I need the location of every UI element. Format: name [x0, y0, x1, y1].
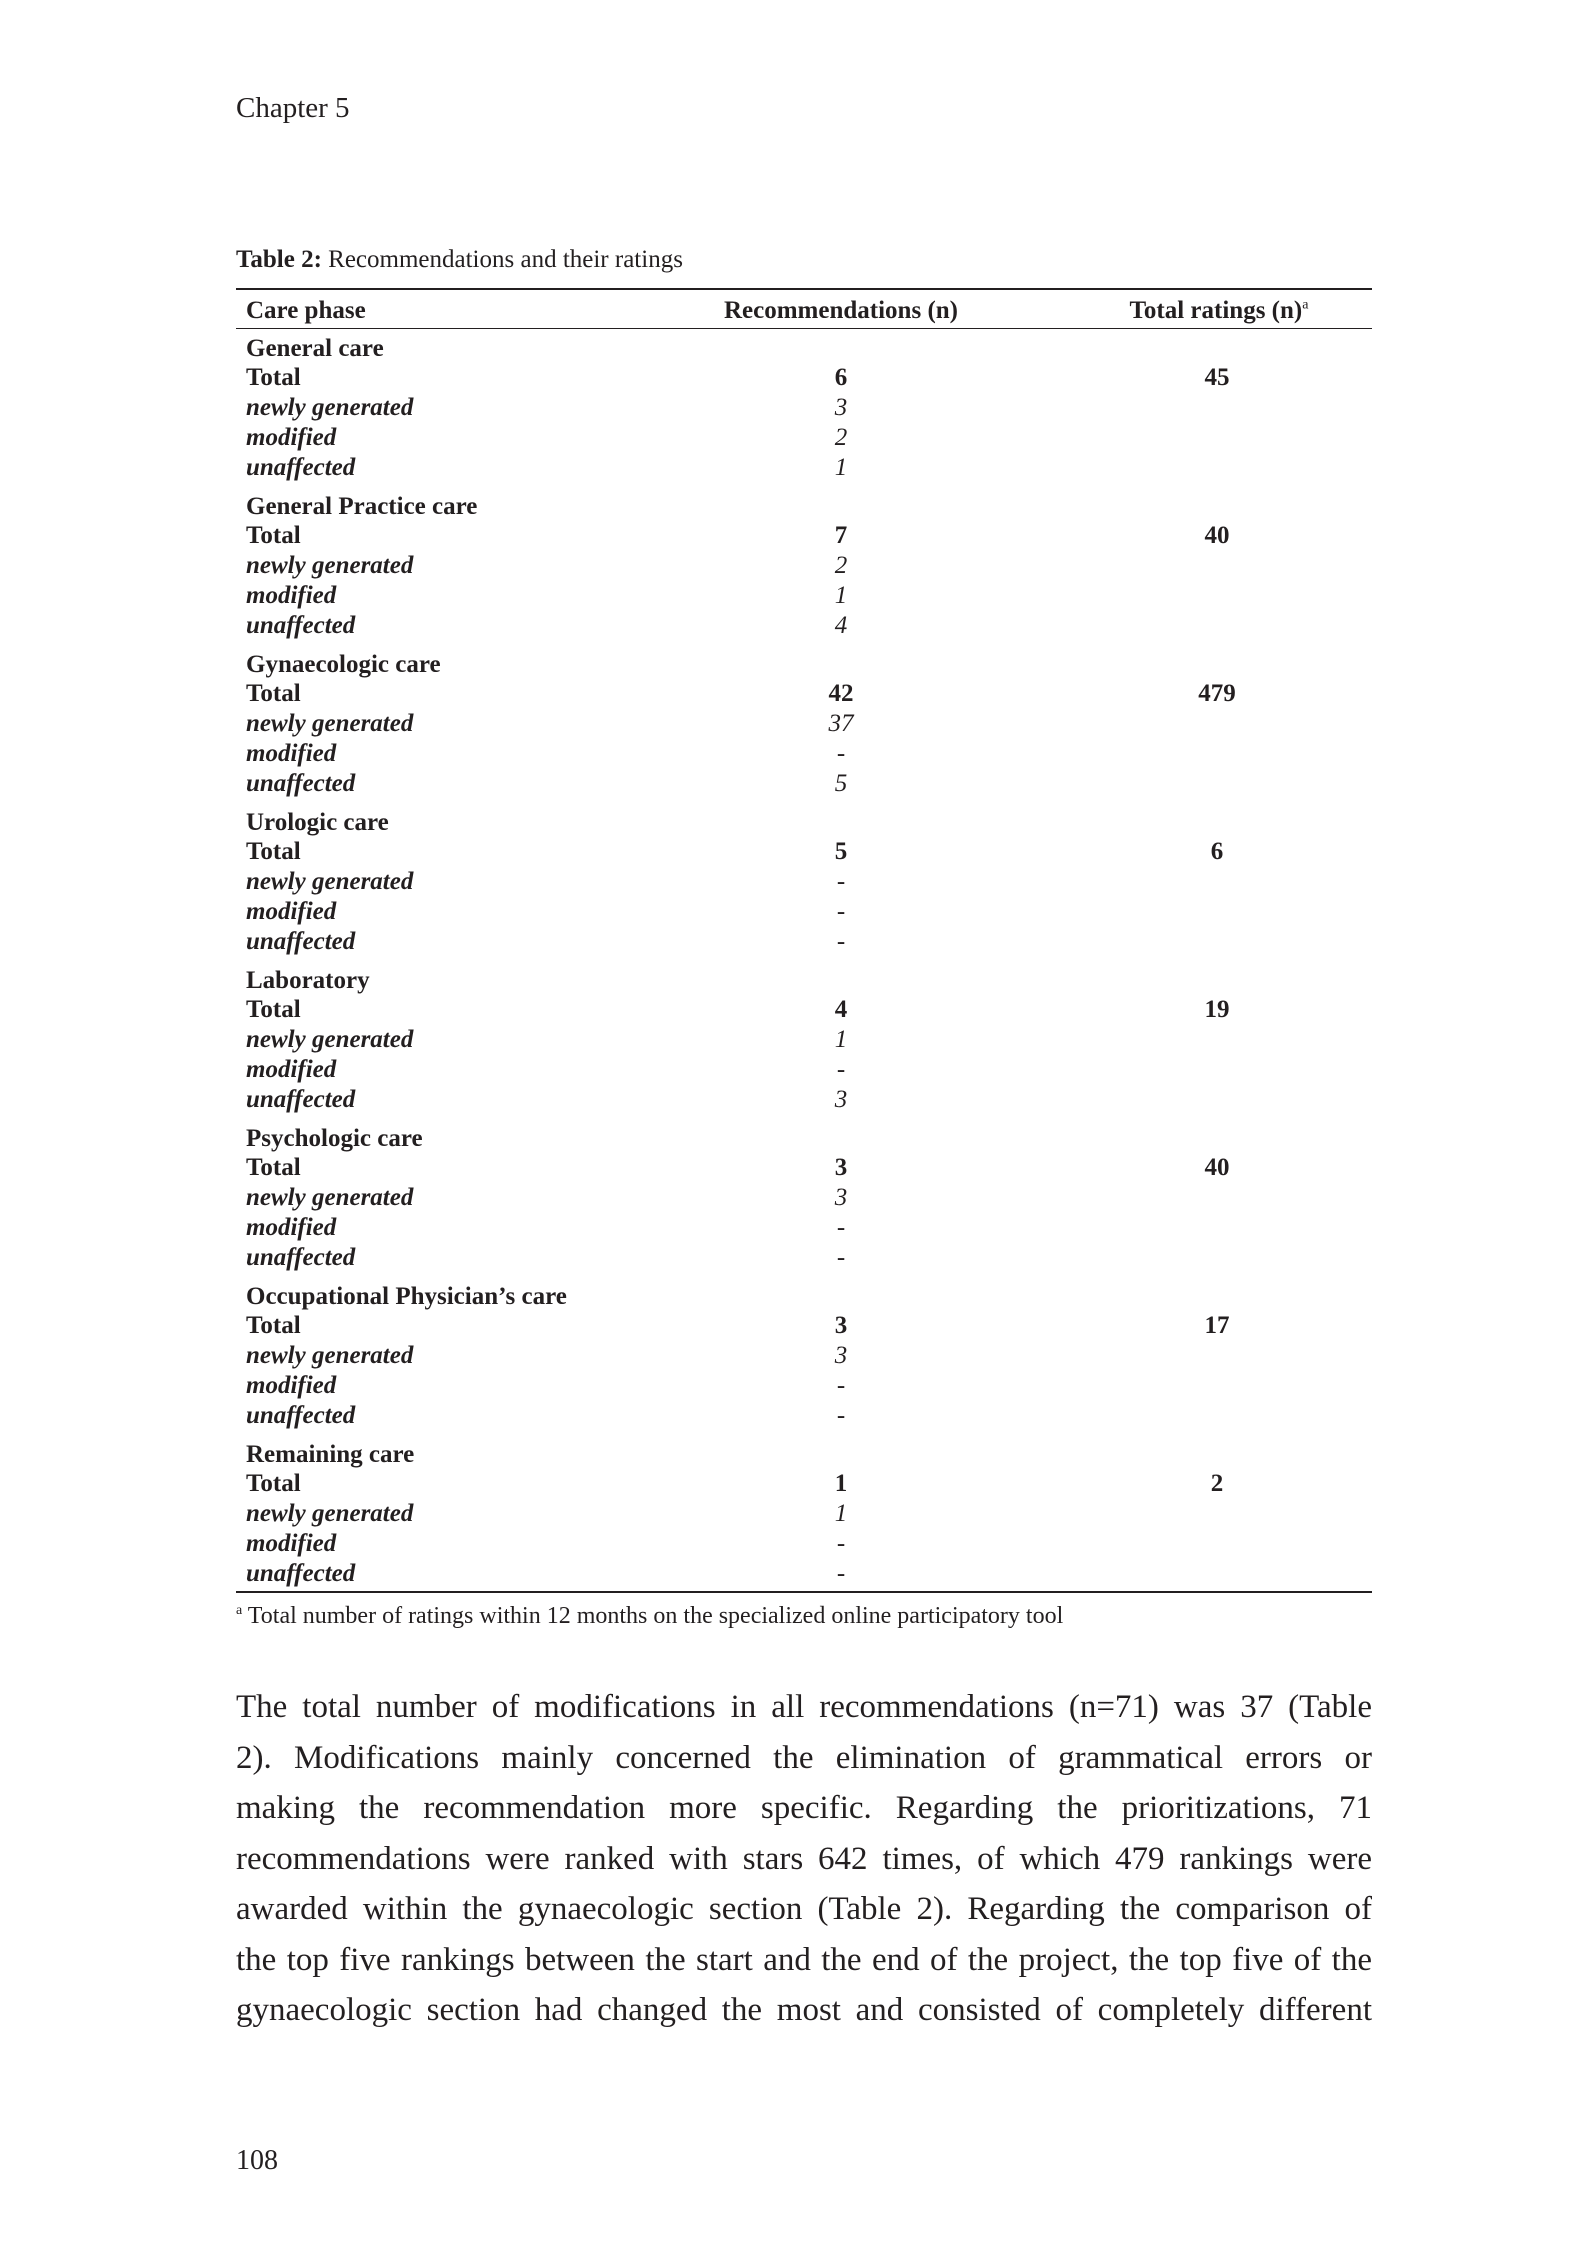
- newly-generated-count: 3: [834, 394, 848, 421]
- modified-label: modified: [246, 740, 337, 767]
- unaffected-row: [236, 927, 1372, 957]
- total-ratings: 2: [1210, 1470, 1224, 1497]
- unaffected-label: unaffected: [246, 1402, 356, 1429]
- column-header-recommendations: Recommendations (n): [723, 297, 958, 324]
- newly-generated-row: [236, 709, 1372, 739]
- total-recommendations: 6: [834, 364, 848, 391]
- care-phase-row: [236, 649, 1372, 679]
- newly-generated-label: newly generated: [246, 868, 414, 895]
- unaffected-row: [236, 611, 1372, 641]
- table-header-row: [236, 290, 1372, 328]
- total-ratings: 19: [1204, 996, 1230, 1023]
- modified-label: modified: [246, 1530, 337, 1557]
- modified-count: -: [836, 740, 846, 767]
- paragraph-line: the top five rankings between the start and the end of the project, the top five of the: [236, 1941, 1372, 1978]
- paragraph-line: awarded within the gynaecologic section (Table 2). Regarding the comparison of: [236, 1891, 1372, 1927]
- unaffected-count: -: [836, 1560, 846, 1587]
- total-recommendations: 4: [834, 996, 848, 1023]
- unaffected-label: unaffected: [246, 1086, 356, 1113]
- newly-generated-count: 2: [834, 552, 848, 579]
- total-label: Total: [246, 996, 301, 1023]
- total-row: [236, 1469, 1372, 1499]
- total-ratings: 479: [1198, 680, 1236, 707]
- care-phase-row: [236, 491, 1372, 521]
- modified-row: [236, 1529, 1372, 1559]
- table-body: [236, 333, 1372, 1589]
- total-recommendations: 3: [834, 1154, 848, 1181]
- newly-generated-label: newly generated: [246, 1026, 414, 1053]
- modified-count: -: [836, 1056, 846, 1083]
- column-header-total-ratings: [1074, 290, 1364, 332]
- care-phase-label: Occupational Physician’s care: [246, 1283, 567, 1310]
- modified-row: [236, 897, 1372, 927]
- unaffected-count: -: [836, 1244, 846, 1271]
- recommendations-table: [236, 288, 1372, 1593]
- total-ratings: 45: [1204, 364, 1230, 391]
- column-header-total-ratings-label: Total ratings (n): [1129, 297, 1303, 324]
- unaffected-count: -: [836, 928, 846, 955]
- care-phase-label: Psychologic care: [246, 1125, 423, 1152]
- body-paragraph: [236, 1682, 1372, 2036]
- table-caption: [236, 246, 683, 274]
- newly-generated-row: [236, 1183, 1372, 1213]
- total-row: [236, 837, 1372, 867]
- unaffected-row: [236, 1243, 1372, 1273]
- paragraph-line: 2). Modifications mainly concerned the elimination of grammatical errors or: [236, 1739, 1372, 1776]
- table-caption-label: Table 2:: [236, 246, 322, 273]
- unaffected-row: [236, 769, 1372, 799]
- newly-generated-row: [236, 551, 1372, 581]
- newly-generated-row: [236, 1341, 1372, 1371]
- total-recommendations: 5: [834, 838, 848, 865]
- unaffected-count: -: [836, 1402, 846, 1429]
- modified-row: [236, 739, 1372, 769]
- modified-label: modified: [246, 424, 337, 451]
- newly-generated-row: [236, 1025, 1372, 1055]
- footnote-text: Total number of ratings within 12 months on the specialized online participatory tool: [242, 1603, 1064, 1629]
- total-recommendations: 1: [834, 1470, 848, 1497]
- newly-generated-count: 3: [834, 1342, 848, 1369]
- total-ratings: 6: [1210, 838, 1224, 865]
- modified-count: 2: [834, 424, 848, 451]
- unaffected-label: unaffected: [246, 928, 356, 955]
- table-footnote: [236, 1603, 1063, 1630]
- total-row: [236, 679, 1372, 709]
- newly-generated-label: newly generated: [246, 1342, 414, 1369]
- total-row: [236, 1153, 1372, 1183]
- unaffected-row: [236, 453, 1372, 483]
- total-label: Total: [246, 680, 301, 707]
- total-recommendations: 7: [834, 522, 848, 549]
- care-phase-label: General Practice care: [246, 493, 478, 520]
- total-ratings: 40: [1204, 522, 1230, 549]
- modified-count: -: [836, 1214, 846, 1241]
- running-header: Chapter 5: [236, 92, 350, 124]
- modified-label: modified: [246, 1214, 337, 1241]
- modified-row: [236, 581, 1372, 611]
- newly-generated-count: 37: [828, 710, 854, 737]
- newly-generated-label: newly generated: [246, 1500, 414, 1527]
- care-phase-label: Laboratory: [246, 967, 370, 994]
- modified-label: modified: [246, 582, 337, 609]
- total-ratings: 40: [1204, 1154, 1230, 1181]
- care-phase-label: Gynaecologic care: [246, 651, 441, 678]
- newly-generated-row: [236, 1499, 1372, 1529]
- modified-label: modified: [246, 1372, 337, 1399]
- modified-count: -: [836, 898, 846, 925]
- unaffected-count: 5: [834, 770, 848, 797]
- total-label: Total: [246, 1312, 301, 1339]
- total-ratings: 17: [1204, 1312, 1230, 1339]
- total-label: Total: [246, 364, 301, 391]
- newly-generated-count: 1: [834, 1500, 848, 1527]
- modified-row: [236, 1213, 1372, 1243]
- footnote-mark: a: [236, 1603, 243, 1618]
- care-phase-row: [236, 1123, 1372, 1153]
- newly-generated-count: 3: [834, 1184, 848, 1211]
- newly-generated-row: [236, 393, 1372, 423]
- total-label: Total: [246, 838, 301, 865]
- unaffected-label: unaffected: [246, 1244, 356, 1271]
- column-header-care-phase: Care phase: [246, 297, 366, 324]
- table-bottom-rule: [236, 1591, 1372, 1593]
- unaffected-row: [236, 1559, 1372, 1589]
- modified-row: [236, 1055, 1372, 1085]
- paragraph-line: The total number of modifications in all recommendations (n=71) was 37 (Table: [236, 1689, 1372, 1725]
- unaffected-count: 1: [834, 454, 848, 481]
- total-label: Total: [246, 1154, 301, 1181]
- unaffected-label: unaffected: [246, 454, 356, 481]
- page-number: 108: [236, 2145, 278, 2176]
- total-recommendations: 42: [828, 680, 854, 707]
- table-caption-text: Recommendations and their ratings: [321, 246, 683, 273]
- total-label: Total: [246, 1470, 301, 1497]
- unaffected-label: unaffected: [246, 770, 356, 797]
- care-phase-row: [236, 1439, 1372, 1469]
- unaffected-count: 3: [834, 1086, 848, 1113]
- modified-label: modified: [246, 1056, 337, 1083]
- care-phase-row: [236, 965, 1372, 995]
- paragraph-line: gynaecologic section had changed the most and consisted of completely different: [236, 1992, 1372, 2028]
- unaffected-count: 4: [834, 612, 848, 639]
- total-row: [236, 363, 1372, 393]
- newly-generated-row: [236, 867, 1372, 897]
- total-recommendations: 3: [834, 1312, 848, 1339]
- care-phase-label: Urologic care: [246, 809, 389, 836]
- modified-row: [236, 1371, 1372, 1401]
- newly-generated-label: newly generated: [246, 710, 414, 737]
- newly-generated-count: 1: [834, 1026, 848, 1053]
- total-row: [236, 521, 1372, 551]
- modified-label: modified: [246, 898, 337, 925]
- paragraph-line: making the recommendation more specific. Regarding the prioritizations, 71: [236, 1790, 1372, 1826]
- unaffected-row: [236, 1085, 1372, 1115]
- footnote-mark: a: [1302, 297, 1309, 313]
- newly-generated-label: newly generated: [246, 394, 414, 421]
- modified-count: 1: [834, 582, 848, 609]
- care-phase-label: Remaining care: [246, 1441, 415, 1468]
- modified-row: [236, 423, 1372, 453]
- total-row: [236, 995, 1372, 1025]
- unaffected-row: [236, 1401, 1372, 1431]
- care-phase-label: General care: [246, 335, 384, 362]
- total-row: [236, 1311, 1372, 1341]
- newly-generated-label: newly generated: [246, 1184, 414, 1211]
- care-phase-row: [236, 807, 1372, 837]
- unaffected-label: unaffected: [246, 1560, 356, 1587]
- newly-generated-label: newly generated: [246, 552, 414, 579]
- newly-generated-count: -: [836, 868, 846, 895]
- care-phase-row: [236, 333, 1372, 363]
- modified-count: -: [836, 1530, 846, 1557]
- unaffected-label: unaffected: [246, 612, 356, 639]
- modified-count: -: [836, 1372, 846, 1399]
- paragraph-line: recommendations were ranked with stars 642 times, of which 479 rankings were: [236, 1840, 1372, 1877]
- care-phase-row: [236, 1281, 1372, 1311]
- total-label: Total: [246, 522, 301, 549]
